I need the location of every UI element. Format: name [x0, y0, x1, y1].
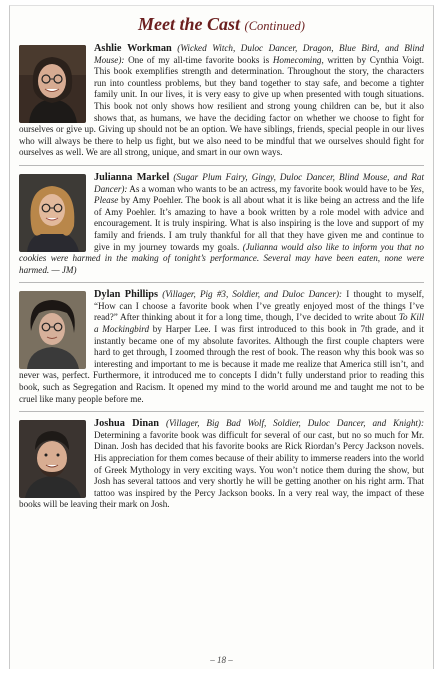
page-number: – 18 – [210, 655, 233, 665]
page-title-text: Meet the Cast [138, 14, 241, 34]
program-page [9, 5, 434, 669]
page-title-continued: (Continued) [244, 19, 305, 33]
cast-name: Dylan Phillips [94, 289, 159, 301]
cast-bio-text: by Amy Poehler. The book is all about what it is like being an actress and the life of Amy Poehler. It’s amazing to have a book written by a role model with advice and encouragement. It is truly inspiring. What is also inspiring is the love and support of my family and friends. I am truly thankful for all that they have given me and continue to give in my journey towards my goals. [94, 195, 424, 252]
cast-photo-dylan [19, 291, 86, 369]
cast-name: Ashlie Workman [94, 43, 172, 54]
cast-entry-ashlie [19, 43, 424, 165]
cast-entries [10, 43, 433, 517]
cast-entry-dylan [19, 282, 424, 411]
cast-bio-text: I thought to myself, “How can I choose a favorite book when I’ve greatly enjoyed most of the things I’ve read?” After thinking about it for a long time, though, I’ve decided to write about [94, 289, 425, 323]
book-title: Homecoming [272, 54, 322, 65]
cast-photo-ashlie [19, 45, 86, 123]
book-title: To Kill a Mockingbird [94, 312, 424, 335]
cast-bio-text: As a woman who wants to be an actress, my favorite book would have to be [127, 183, 410, 194]
page-title [10, 14, 433, 36]
cast-photo-julianna [19, 174, 86, 252]
cast-roles: (Wicked Witch, Duloc Dancer, Dragon, Blue Bird, and Blind Mouse): [94, 43, 424, 65]
cast-roles: (Sugar Plum Fairy, Gingy, Duloc Dancer, Blind Mouse, and Rat Dancer): [94, 171, 424, 194]
cast-bio-text: by Harper Lee. I was first introduced to this book in 7th grade, and it instantly became one of my absolute favorites. Although the first couple chapters were hard to get through, I zoomed through the rest of book. The reason why this book was so interesting and important to me is because it made me realize that America still isn’t, and never was, perfect. Furthermore, it introduced me to concepts I didn’t fully understand prior to reading this book, such as Segregation and Racism. It opened my mind to the world around me and taught me not to be cruel like many people before me. [19, 324, 424, 404]
cast-name: Julianna Markel [94, 171, 170, 183]
cast-roles: (Villager, Big Bad Wolf, Soldier, Duloc Dancer, and Knight): [165, 418, 424, 429]
cast-bio-text: , written by Cynthia Voigt. This book exemplifies strength and determination. Throughout the story, the characters run into countless problems, but they band together to stay safe, and become a tighter family unit. In our lives, it is very easy to give up when presented with tough situations. This book not only shows how resilient and strong young children can be, but it also shows that, as humans, we have the deciding factor on whether we choose to fight for ourselves or give up. Giving up should not be an option. We have siblings, friends, special people in our lives who will always be there to help us fight, but we also need to be mindful that we ourselves should fight for ourselves as well. We are all strong, unique, and smart in our own ways. [19, 54, 424, 158]
book-title: Yes, Please [94, 183, 424, 206]
cast-bio-text: Determining a favorite book was difficult for several of our cast, but no so much for Mr. Dinan. Josh has decided that his favorite books are Rick Riordan’s Percy Jackson novels. His appreciation for them comes because of their ability to immerse readers into the world of Greek Mythology in very exciting ways. You won’t notice them during the show, but Josh has several tattoos and very shortly he will be getting another on his right arm. That tattoo was inspired by the Percy Jackson books. In a very real way, the impact of these books will be leaving their mark on Josh. [19, 429, 424, 510]
cast-note: (Julianna would also like to inform you that no cookies were harmed in the making of tonight’s performance. Several may have been eaten, none were harmed. — JM) [19, 241, 424, 275]
cast-roles: (Villager, Pig #3, Soldier, and Duloc Dancer): [162, 289, 343, 300]
cast-name: Joshua Dinan [94, 418, 160, 430]
cast-bio-text: One of my all-time favorite books is [124, 54, 273, 65]
cast-entry-joshua [19, 411, 424, 517]
cast-photo-joshua [19, 420, 86, 498]
cast-entry-julianna [19, 165, 424, 282]
